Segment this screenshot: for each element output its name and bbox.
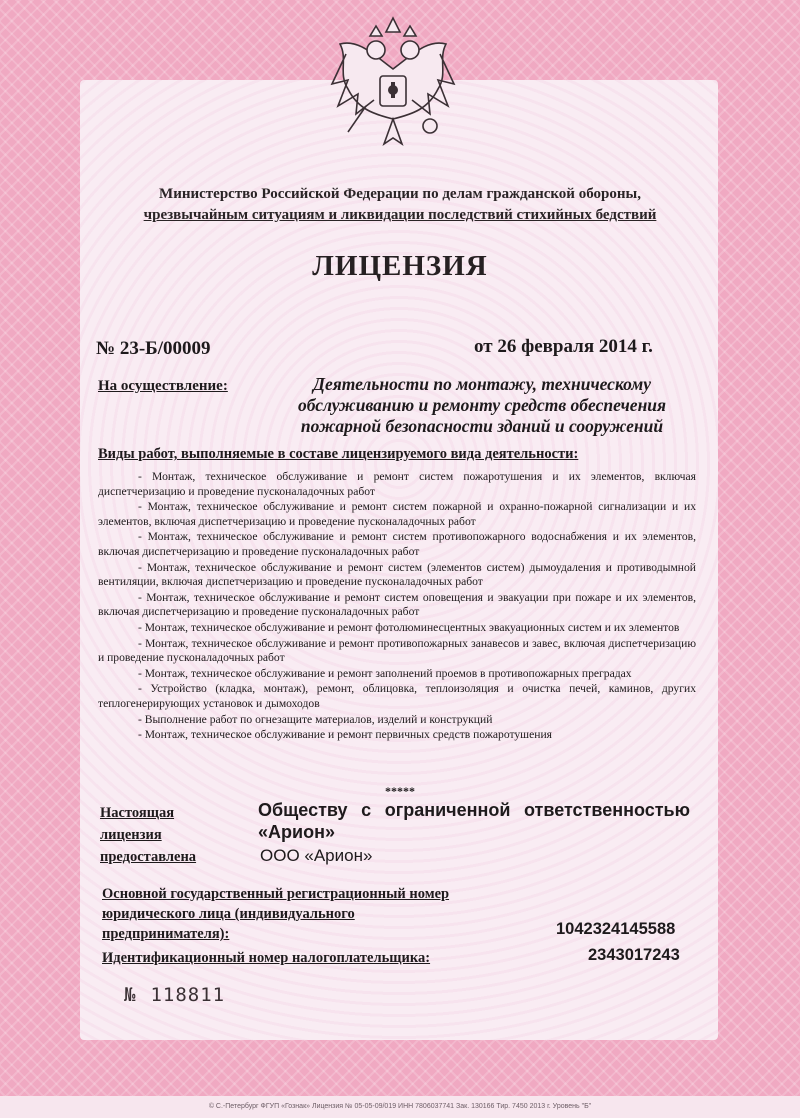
- works-heading: Виды работ, выполняемые в составе лицензируемого вида деятельности:: [98, 446, 579, 462]
- granted-label: [100, 802, 196, 868]
- work-item: - Выполнение работ по огнезащите материалов, изделий и конструкций: [138, 712, 493, 726]
- purpose-text: [262, 374, 702, 437]
- work-item: - Монтаж, техническое обслуживание и ремонт систем (элементов систем) дымоудаления и противодымной вентиляции, включая диспетчеризацию и проведение пусконаладочных работ: [98, 560, 696, 589]
- purpose-line-2: обслуживанию и ремонту средств обеспечения: [297, 395, 667, 415]
- separator-stars: *****: [385, 784, 415, 798]
- works-list: [98, 470, 696, 744]
- work-item: - Монтаж, техническое обслуживание и ремонт противопожарных занавесов и завес, включая диспетчеризацию и проведение пусконаладочных работ: [98, 636, 696, 665]
- granted-label-line-3: предоставлена: [100, 849, 197, 865]
- work-item: - Монтаж, техническое обслуживание и ремонт систем пожаротушения и их элементов, включая диспетчеризацию и проведение пусконаладочных работ: [98, 470, 696, 498]
- document-title: ЛИЦЕНЗИЯ: [312, 250, 488, 282]
- licensee-full-name: Обществу с ограниченной ответственностью: [258, 800, 690, 820]
- printer-footer: © С.-Петербург ФГУП «Гознак» Лицензия № 05-05-09/019 ИНН 7806037741 Зак. 130166 Тир. 7450 2013 г. Уровень "Б": [0, 1096, 800, 1118]
- ministry-line-1: Министерство Российской Федерации по делам гражданской обороны,: [159, 186, 641, 202]
- inn-value: 2343017243: [588, 946, 680, 964]
- number-sign: №: [124, 984, 137, 1006]
- licensee-short-name: ООО «Арион»: [260, 846, 373, 865]
- ogrn-label-line-1: Основной государственный регистрационный номер: [102, 886, 450, 902]
- serial-value: 118811: [150, 984, 226, 1006]
- blank-serial-number: [124, 984, 225, 1006]
- inn-label: Идентификационный номер налогоплательщика:: [102, 950, 431, 966]
- ogrn-value: 1042324145588: [556, 920, 676, 938]
- ogrn-label: [102, 884, 502, 944]
- licensee-name-quoted: «Арион»: [258, 822, 335, 842]
- work-item: - Монтаж, техническое обслуживание и ремонт первичных средств пожаротушения: [138, 728, 553, 742]
- work-item: - Монтаж, техническое обслуживание и ремонт систем пожарной и охранно-пожарной сигнализации и их элементов, включая диспетчеризацию и проведение пусконаладочных работ: [98, 500, 696, 528]
- purpose-label: На осуществление:: [98, 378, 228, 394]
- purpose-line-3: пожарной безопасности зданий и сооружений: [300, 416, 664, 436]
- granted-label-line-1: Настоящая: [100, 805, 175, 821]
- granted-label-line-2: лицензия: [100, 827, 162, 843]
- work-item: - Монтаж, техническое обслуживание и ремонт систем оповещения и эвакуации при пожаре и их элементов, включая диспетчеризацию и проведение пусконаладочных работ: [98, 590, 696, 619]
- ogrn-label-line-2: юридического лица (индивидуального: [102, 906, 355, 922]
- work-item: - Монтаж, техническое обслуживание и ремонт заполнений проемов в противопожарных преградах: [138, 666, 632, 680]
- double-headed-eagle-emblem-icon: [318, 14, 468, 164]
- license-date: от 26 февраля 2014 г.: [474, 336, 653, 357]
- purpose-line-1: Деятельности по монтажу, техническому: [312, 374, 651, 394]
- ministry-name: [100, 184, 700, 226]
- license-number: № 23-Б/00009: [96, 338, 211, 359]
- work-item: - Монтаж, техническое обслуживание и ремонт систем противопожарного водоснабжения и их элементов, включая диспетчеризацию и проведение пусконаладочных работ: [98, 530, 696, 558]
- work-item: - Устройство (кладка, монтаж), ремонт, облицовка, теплоизоляция и очистка печей, каминов, других теплогенерирующих установок и дымоходов: [98, 682, 696, 710]
- ogrn-label-line-3: предпринимателя):: [102, 926, 230, 942]
- work-item: - Монтаж, техническое обслуживание и ремонт фотолюминесцентных эвакуационных систем и их элементов: [138, 620, 680, 634]
- ministry-line-2: чрезвычайным ситуациям и ликвидации последствий стихийных бедствий: [143, 207, 657, 223]
